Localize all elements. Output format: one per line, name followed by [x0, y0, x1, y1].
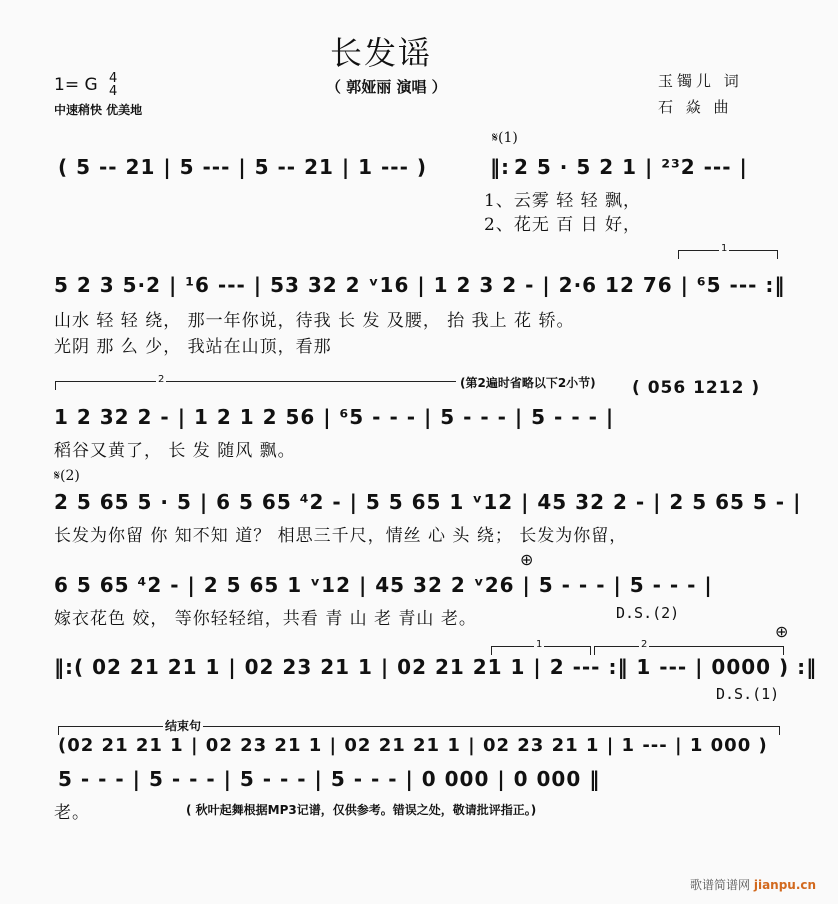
segno-2-marker: 𝄋(2)	[54, 468, 80, 484]
row1-lyrics-verse1: 1、云雾 轻 轻 飘，	[484, 191, 642, 211]
singer-credit: （ 郭娅丽 演唱 ）	[326, 78, 447, 96]
row3-lyrics: 稻谷又黄了， 长 发 随风 飘。	[54, 441, 296, 461]
lyricist-credit: 玉镯儿 词	[658, 72, 743, 90]
volta-2-bracket-interlude: 2	[594, 646, 784, 655]
row1-lyrics-verse2: 2、花无 百 日 好，	[484, 215, 642, 235]
transcription-note: ( 秋叶起舞根据MP3记谱，仅供参考。错误之处，敬请批评指正。)	[186, 803, 537, 817]
row4-notes: 2 5 65 5 · 5 | 6 5 65 ⁴2 - | 5 5 65 1 ᵛ12 | 45 32 2 - | 2 5 65 5 - |	[54, 490, 802, 514]
watermark: 歌谱简谱网 jianpu.cn	[690, 878, 817, 892]
row2-lyrics-verse1: 山水 轻 轻 绕， 那一年你说，待我 长 发 及腰， 抬 我上 花 轿。	[54, 311, 575, 331]
key-signature	[54, 72, 117, 98]
row1-repeat-start: ‖:	[490, 155, 510, 179]
tempo-marking: 中速稍快 优美地	[54, 103, 143, 117]
key-label: 1= G	[54, 75, 98, 95]
row2-notes: 5 2 3 5·2 | ¹6 --- | 53 32 2 ᵛ16 | 1 2 3 2 - | 2·6 12 76 | ⁶5 --- :‖	[54, 273, 786, 297]
alternate-notes: ( 056 1212 )	[632, 378, 761, 398]
ds-2-marker: D.S.(2)	[616, 604, 680, 622]
intro-notes: ( 5 -- 21 | 5 --- | 5 -- 21 | 1 --- )	[58, 155, 428, 179]
coda-icon-2: ⊕	[775, 622, 789, 641]
ending-lyrics: 老。	[54, 803, 90, 823]
ending-upper-notes: (02 21 21 1 | 02 23 21 1 | 02 21 21 1 | 02 23 21 1 | 1 --- | 1 000 )	[58, 735, 768, 756]
omit-note: (第2遍时省略以下2小节)	[460, 376, 596, 390]
row5-notes: 6 5 65 ⁴2 - | 2 5 65 1 ᵛ12 | 45 32 2 ᵛ26 | 5 - - - | 5 - - - |	[54, 573, 713, 597]
watermark-site: jianpu.cn	[753, 878, 817, 892]
coda-icon: ⊕	[520, 550, 534, 569]
volta-1-bracket: 1	[678, 250, 778, 259]
row3-notes: 1 2 32 2 - | 1 2 1 2 56 | ⁶5 - - - | 5 - - - | 5 - - - |	[54, 405, 615, 429]
ds-1-marker: D.S.(1)	[716, 685, 780, 703]
volta-2-bracket: 2	[55, 381, 456, 390]
row4-lyrics: 长发为你留 你 知不知 道？ 相思三千尺，情丝 心 头 绕； 长发为你留，	[54, 526, 628, 546]
ending-lower-notes: 5 - - - | 5 - - - | 5 - - - | 5 - - - | 0 000 | 0 000 ‖	[58, 767, 601, 791]
ending-bracket: 结束句	[58, 726, 780, 735]
row1-notes: 2 5 · 5 2 1 | ²³2 --- |	[514, 155, 748, 179]
volta-1-bracket-interlude: 1	[491, 646, 591, 655]
segno-1-marker: 𝄋(1)	[492, 130, 518, 146]
composer-credit: 石 焱 曲	[658, 98, 733, 116]
time-signature: 4 4	[109, 71, 118, 99]
song-title: 长发谣	[330, 34, 433, 72]
row5-lyrics: 嫁衣花色 姣， 等你轻轻绾，共看 青 山 老 青山 老。	[54, 609, 477, 629]
row6-notes: ‖:( 02 21 21 1 | 02 23 21 1 | 02 21 21 1 | 2 --- :‖ 1 --- | 0000 ) :‖	[54, 655, 818, 679]
row2-lyrics-verse2: 光阴 那 么 少， 我站在山顶，看那	[54, 337, 332, 357]
